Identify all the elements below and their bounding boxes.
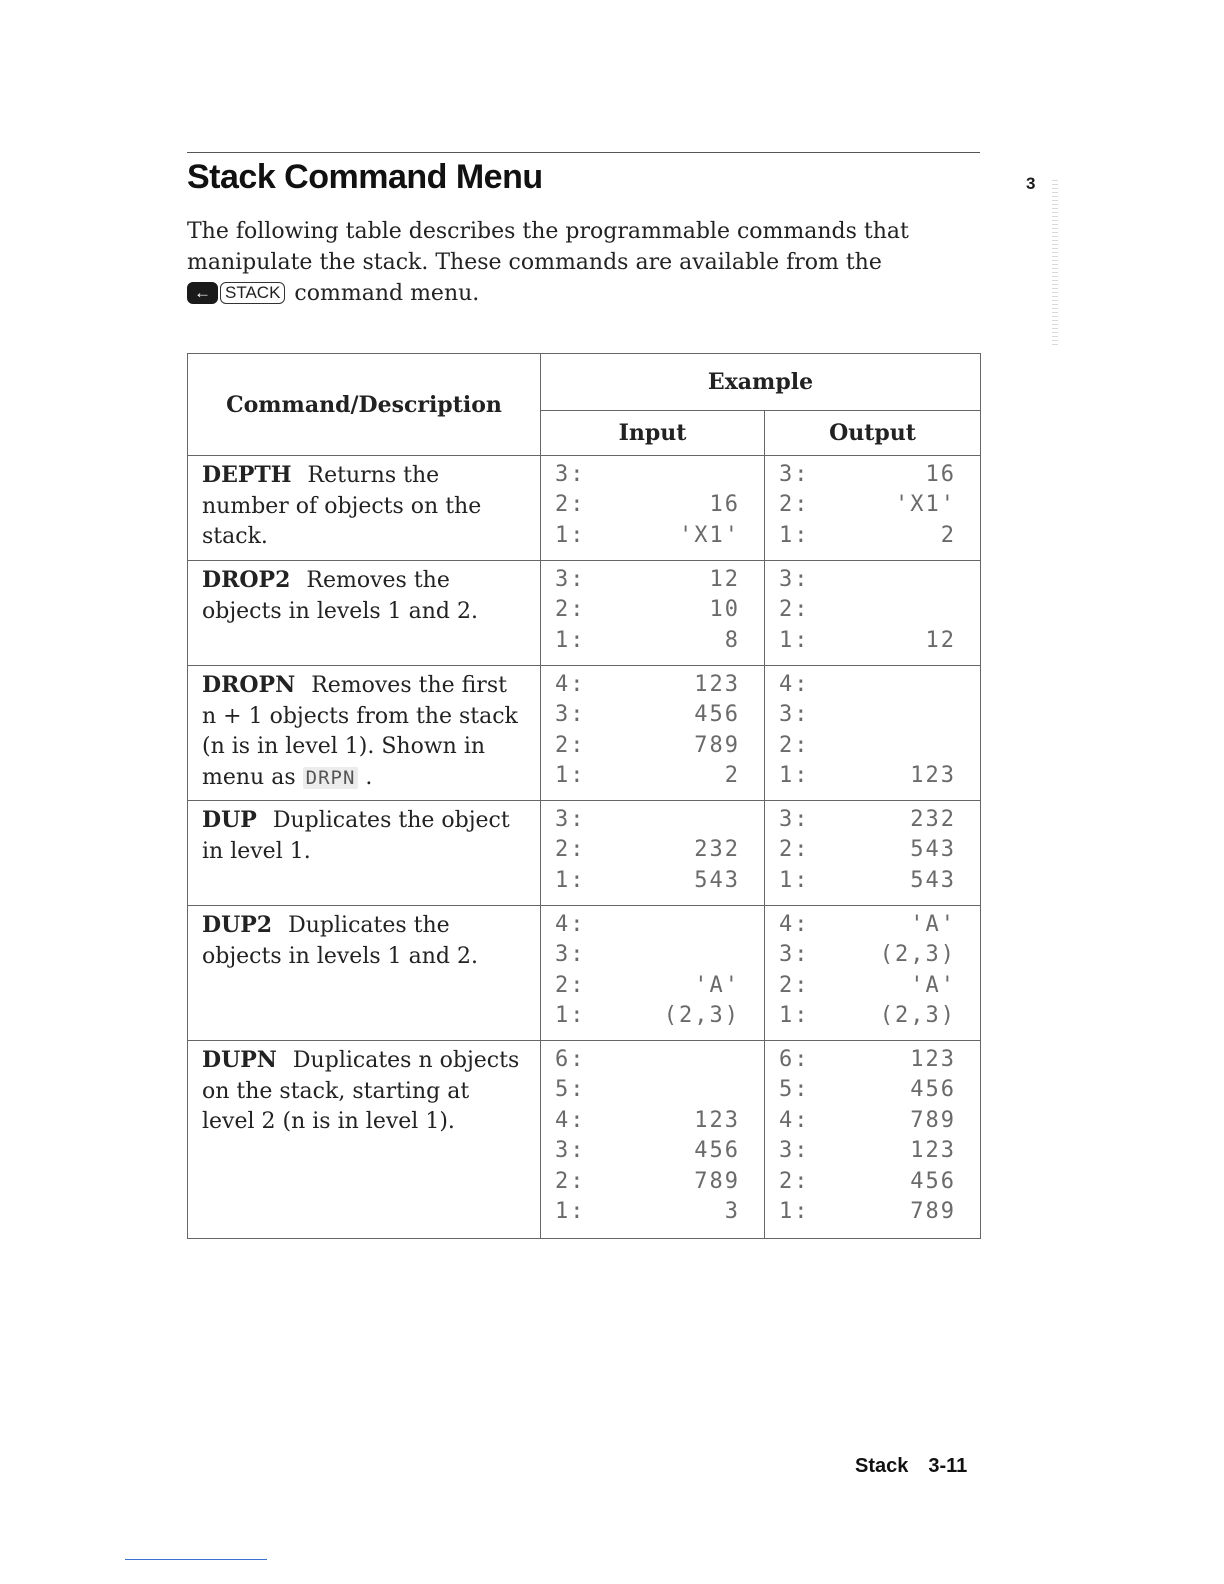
command-description-cell (188, 801, 541, 906)
footer-section: Stack (855, 1455, 909, 1477)
stack-level-number: 4: (555, 1107, 586, 1133)
stack-level (779, 1001, 956, 1032)
stack-level-value: 16 (709, 492, 740, 518)
command-name: DUP2 (202, 912, 273, 938)
stack-level (779, 490, 956, 521)
stack-level-number: 2: (779, 837, 810, 863)
stack-level-number: 2: (555, 837, 586, 863)
stack-level-value: 'A' (910, 972, 956, 998)
stack-level (555, 835, 740, 866)
header-command-description: Command/Description (188, 354, 541, 456)
command-name: DUP (202, 807, 257, 833)
page-title: Stack Command Menu (187, 158, 543, 196)
stack-level (555, 669, 740, 700)
stack-level (779, 804, 956, 835)
input-stack-cell (541, 561, 765, 666)
stack-level-number: 2: (779, 972, 810, 998)
stack-level (555, 700, 740, 731)
stack-level-value: 543 (910, 837, 956, 863)
chapter-edge-marks (1052, 180, 1058, 348)
stack-level (779, 520, 956, 551)
stack-level-number: 1: (555, 867, 586, 893)
stack-level-number: 5: (555, 1077, 586, 1103)
stack-level (555, 865, 740, 896)
stack-level-number: 4: (779, 671, 810, 697)
stack-level-value: 123 (910, 763, 956, 789)
bottom-rule (125, 1559, 267, 1560)
stack-level-number: 3: (555, 806, 586, 832)
command-description: Duplicates the object in level 1. (202, 808, 510, 864)
stack-level-number: 6: (779, 1046, 810, 1072)
intro-text-after: command menu. (294, 281, 480, 306)
stack-level (555, 761, 740, 792)
stack-level-number: 3: (555, 461, 586, 487)
command-description: Returns the number of objects on the stack. (202, 463, 482, 549)
stack-level-value: 789 (694, 1168, 740, 1194)
stack-level (555, 520, 740, 551)
command-description-cell: DROPN Removes the first n + 1 objects from the stack (n is in level 1). Shown in menu as DRPN . (188, 666, 541, 801)
stack-level (779, 459, 956, 490)
stack-key: STACK (220, 282, 285, 304)
stack-level (555, 1075, 740, 1106)
stack-level-value: 123 (910, 1046, 956, 1072)
stack-level-number: 2: (555, 972, 586, 998)
stack-level-value: 'A' (694, 972, 740, 998)
stack-level-number: 3: (555, 942, 586, 968)
stack-level-number: 4: (555, 671, 586, 697)
stack-level (779, 1075, 956, 1106)
stack-level (555, 940, 740, 971)
stack-level-value: 2 (940, 522, 956, 548)
stack-level-value: (2,3) (879, 1003, 956, 1029)
stack-level (779, 1197, 956, 1228)
stack-level-value: 543 (694, 867, 740, 893)
stack-level (555, 909, 740, 940)
stack-level-value: 12 (925, 627, 956, 653)
input-stack-cell (541, 801, 765, 906)
command-description-cell (188, 456, 541, 561)
stack-level-value: (2,3) (879, 942, 956, 968)
stack-level-number: 3: (779, 566, 810, 592)
stack-level-number: 1: (555, 1199, 586, 1225)
stack-level (779, 1105, 956, 1136)
stack-level-value: 543 (910, 867, 956, 893)
command-description: Duplicates n objects on the stack, starting at level 2 (n is in level 1). (202, 1048, 520, 1134)
output-stack-cell (765, 801, 981, 906)
stack-level-number: 1: (555, 627, 586, 653)
stack-level (555, 1197, 740, 1228)
output-stack-cell (765, 906, 981, 1041)
stack-level-value: 16 (925, 461, 956, 487)
stack-level (555, 595, 740, 626)
stack-level-number: 6: (555, 1046, 586, 1072)
left-shift-key-icon: ← (187, 282, 218, 304)
command-description-cell (188, 561, 541, 666)
command-name: DEPTH (202, 462, 292, 488)
stack-level-value: 2 (724, 763, 740, 789)
table-row (188, 456, 981, 561)
stack-level-number: 1: (779, 1199, 810, 1225)
stack-level (555, 1001, 740, 1032)
stack-level (555, 625, 740, 656)
input-stack-cell (541, 906, 765, 1041)
command-description: Removes the objects in levels 1 and 2. (202, 568, 478, 624)
stack-level-number: 4: (555, 911, 586, 937)
stack-level-number: 1: (555, 763, 586, 789)
stack-level-value: 789 (910, 1107, 956, 1133)
output-stack-cell (765, 561, 981, 666)
stack-level-number: 4: (779, 911, 810, 937)
stack-level-number: 3: (555, 1138, 586, 1164)
stack-level (779, 595, 956, 626)
stack-level (779, 730, 956, 761)
stack-level (555, 459, 740, 490)
stack-level-value: 456 (694, 702, 740, 728)
page-footer (855, 1455, 967, 1478)
stack-level-value: 123 (694, 1107, 740, 1133)
stack-level-value: 789 (694, 732, 740, 758)
input-stack-cell (541, 1041, 765, 1239)
stack-level-number: 3: (779, 702, 810, 728)
stack-level-value: (2,3) (663, 1003, 740, 1029)
stack-level-number: 2: (555, 732, 586, 758)
command-description-cell (188, 906, 541, 1041)
header-input: Input (541, 411, 765, 456)
stack-level-number: 3: (779, 461, 810, 487)
command-description: Removes the first n + 1 objects from the stack (n is in level 1). Shown in menu as (202, 673, 518, 790)
stack-command-table (187, 353, 981, 1239)
stack-level (555, 1136, 740, 1167)
stack-level-value: 232 (910, 806, 956, 832)
stack-level-value: 8 (724, 627, 740, 653)
stack-level-number: 3: (779, 806, 810, 832)
stack-level-value: 456 (910, 1077, 956, 1103)
chapter-tab: 3 (1026, 174, 1036, 193)
input-stack-cell (541, 456, 765, 561)
stack-level-number: 2: (779, 597, 810, 623)
stack-level-number: 3: (555, 702, 586, 728)
table-row (188, 801, 981, 906)
stack-level-number: 4: (779, 1107, 810, 1133)
stack-level (779, 1044, 956, 1075)
stack-level-number: 1: (555, 1003, 586, 1029)
input-stack-cell (541, 666, 765, 801)
stack-level (555, 730, 740, 761)
top-rule (187, 152, 980, 153)
menu-label: DRPN (303, 767, 359, 789)
stack-level-number: 1: (779, 1003, 810, 1029)
output-stack-cell (765, 1041, 981, 1239)
header-output: Output (765, 411, 981, 456)
stack-level-number: 1: (779, 627, 810, 653)
stack-level (779, 1166, 956, 1197)
stack-level-value: 'X1' (679, 522, 740, 548)
stack-level (779, 700, 956, 731)
stack-level-value: 123 (910, 1138, 956, 1164)
output-stack-cell (765, 456, 981, 561)
stack-level (779, 669, 956, 700)
stack-level-value: 'X1' (895, 492, 956, 518)
stack-level-value: 'A' (910, 911, 956, 937)
stack-level (779, 761, 956, 792)
stack-level (555, 1105, 740, 1136)
stack-level-value: 232 (694, 837, 740, 863)
stack-level-number: 1: (779, 867, 810, 893)
stack-level-number: 2: (779, 732, 810, 758)
table-row (188, 906, 981, 1041)
stack-level-number: 2: (779, 492, 810, 518)
command-name: DUPN (202, 1047, 277, 1073)
stack-level-number: 2: (779, 1168, 810, 1194)
stack-level-value: 789 (910, 1199, 956, 1225)
output-stack-cell (765, 666, 981, 801)
stack-level (779, 940, 956, 971)
stack-level (779, 564, 956, 595)
table-row (188, 561, 981, 666)
stack-level-number: 3: (779, 942, 810, 968)
stack-level (555, 1044, 740, 1075)
command-description-cell (188, 1041, 541, 1239)
footer-page-number: 3-11 (928, 1455, 968, 1477)
stack-level-number: 2: (555, 1168, 586, 1194)
stack-level (555, 970, 740, 1001)
stack-level-value: 456 (910, 1168, 956, 1194)
stack-level (555, 490, 740, 521)
stack-level-number: 2: (555, 492, 586, 518)
stack-level (779, 970, 956, 1001)
intro-text: The following table describes the programmable commands that manipulate the stack. These commands are available from the (187, 219, 909, 275)
stack-level-value: 456 (694, 1138, 740, 1164)
intro-paragraph (187, 216, 917, 309)
stack-level (555, 564, 740, 595)
stack-level (779, 1136, 956, 1167)
table-row (188, 666, 981, 801)
stack-level-value: 3 (724, 1199, 740, 1225)
stack-level (779, 865, 956, 896)
stack-level (779, 909, 956, 940)
command-name: DROP2 (202, 567, 291, 593)
stack-level-number: 1: (779, 522, 810, 548)
stack-level-number: 3: (779, 1138, 810, 1164)
stack-level-number: 2: (555, 597, 586, 623)
stack-level-number: 5: (779, 1077, 810, 1103)
stack-level-value: 123 (694, 671, 740, 697)
table-body (188, 456, 981, 1239)
stack-level (779, 625, 956, 656)
stack-level-value: 12 (709, 566, 740, 592)
stack-level (555, 804, 740, 835)
stack-level-number: 3: (555, 566, 586, 592)
command-name: DROPN (202, 672, 296, 698)
stack-level-number: 1: (555, 522, 586, 548)
header-example: Example (541, 354, 981, 411)
stack-level (779, 835, 956, 866)
command-description: Duplicates the objects in levels 1 and 2. (202, 913, 478, 969)
stack-level-number: 1: (779, 763, 810, 789)
stack-level (555, 1166, 740, 1197)
table-row (188, 1041, 981, 1239)
stack-level-value: 10 (709, 597, 740, 623)
